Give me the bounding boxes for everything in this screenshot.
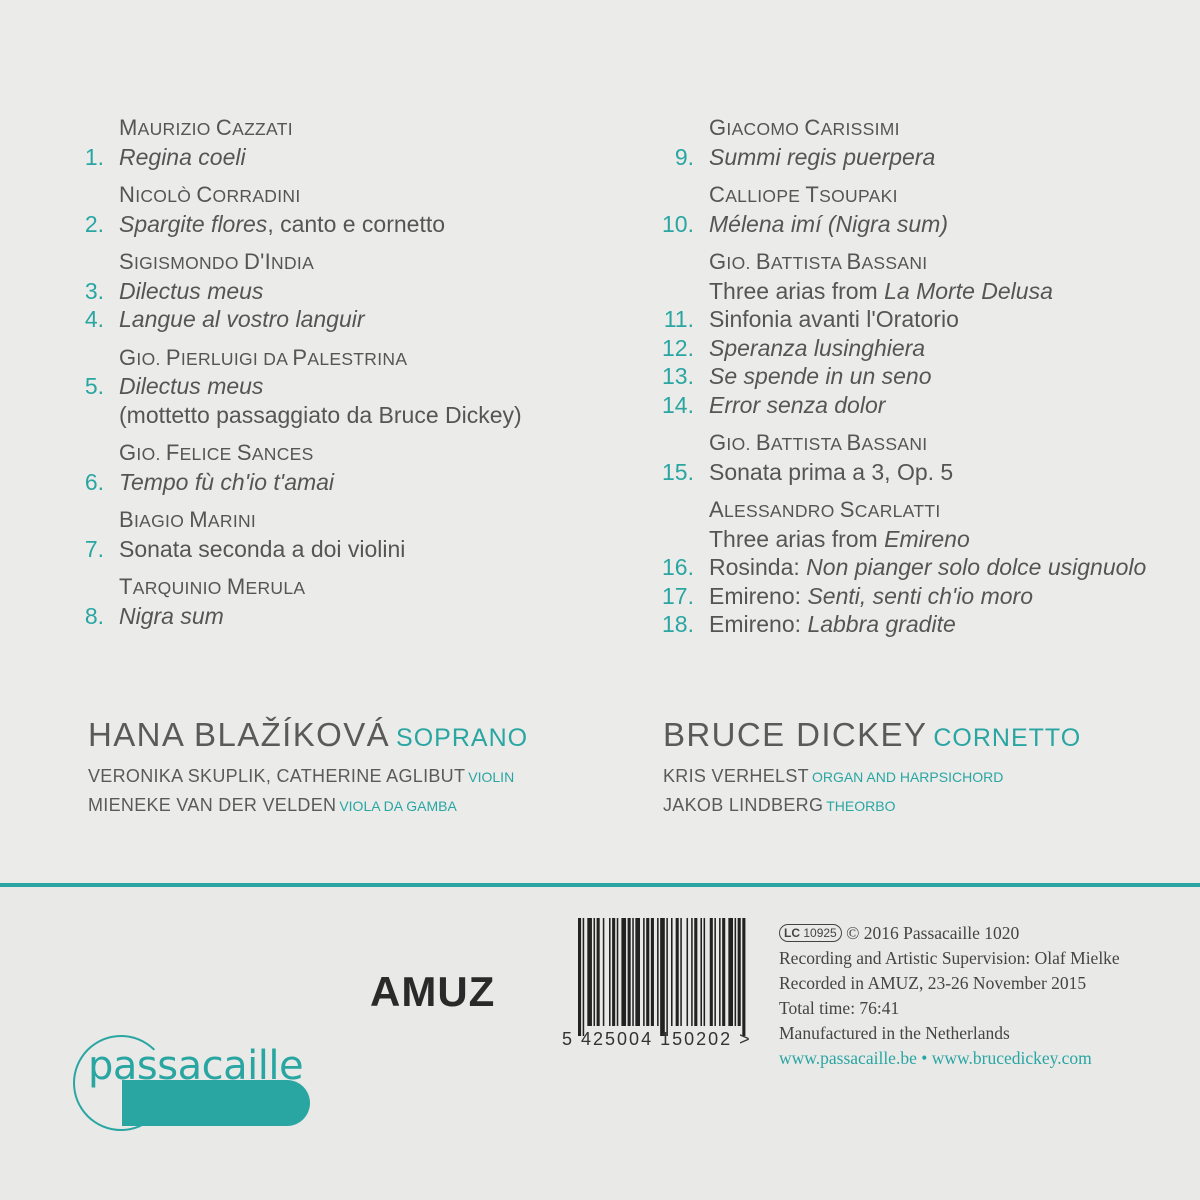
- composer-name-part: ORRADINI: [212, 186, 301, 206]
- barcode-bar: [583, 918, 585, 1036]
- track-number: 12.: [662, 334, 694, 361]
- track-row: [600, 582, 1200, 611]
- composer-name-part: ASSANI: [861, 434, 928, 454]
- barcode-bar: [694, 918, 697, 1026]
- track-row: [600, 305, 1200, 334]
- track-title: Three arias from: [709, 525, 885, 552]
- composer-name: [0, 181, 600, 210]
- barcode-bar: [628, 918, 631, 1026]
- composer-name-part: C: [709, 182, 726, 207]
- composer-name-part: P: [292, 344, 308, 370]
- barcode-bar: [700, 918, 702, 1026]
- composer-name-part: ERULA: [245, 578, 306, 598]
- composer-name-part: T: [805, 182, 820, 207]
- composer-name-part: S: [839, 497, 855, 522]
- performer-role: VIOLIN: [468, 769, 515, 785]
- track-row: [600, 458, 1200, 487]
- composer-name-part: IAGIO: [133, 511, 190, 531]
- barcode-bar: [609, 918, 611, 1026]
- composer-name: [600, 114, 1200, 143]
- composer-name-part: C: [196, 182, 213, 207]
- track-number: 5.: [84, 373, 104, 399]
- composer-name-part: IO.: [136, 444, 166, 464]
- composer-name-part: IACOMO: [726, 119, 805, 139]
- performer-name: JAKOB LINDBERG: [663, 795, 824, 815]
- composer-name-part: ARINI: [207, 511, 257, 531]
- barcode-bar: [719, 918, 721, 1026]
- composer-name-part: AURIZIO: [137, 119, 216, 139]
- composer-name-part: B: [846, 249, 862, 274]
- track-row: [600, 553, 1200, 582]
- barcode-bar: [671, 918, 673, 1026]
- composer-name-part: B: [755, 249, 771, 274]
- composer-name: [0, 248, 600, 277]
- performer-role: THEORBO: [826, 798, 896, 814]
- manufactured-line: Manufactured in the Netherlands: [779, 1023, 1010, 1043]
- barcode-bar: [687, 918, 689, 1026]
- track-title: Sinfonia avanti l'Oratorio: [709, 306, 959, 332]
- barcode-bar: [594, 918, 596, 1026]
- performer-row: [88, 791, 514, 820]
- total-time-line: Total time: 76:41: [779, 998, 900, 1018]
- composer-name-part: SOUPAKI: [819, 186, 898, 206]
- composer-name-part: IERLUIGI DA: [180, 348, 293, 369]
- track-number: 1.: [84, 143, 104, 170]
- track-title: La Morte Delusa: [884, 277, 1053, 304]
- barcode-bar: [657, 918, 659, 1026]
- composer-name-part: ALLIOPE: [725, 186, 806, 206]
- track-title: Non pianger solo dolce usignuolo: [806, 554, 1147, 580]
- composer-name-part: B: [119, 507, 134, 532]
- barcode-bar: [597, 918, 600, 1026]
- track-title: Tempo fù ch'io t'amai: [119, 468, 335, 495]
- track-title: Sonata prima a 3, Op. 5: [709, 458, 954, 485]
- track-row: [0, 401, 600, 430]
- performer-name: KRIS VERHELST: [663, 766, 809, 786]
- performer-name: HANA BLAŽÍKOVÁ: [88, 716, 391, 753]
- track-number: 16.: [662, 554, 694, 580]
- performer-row: [88, 762, 514, 791]
- barcode-bar: [722, 918, 725, 1026]
- track-title: Emireno:: [709, 611, 808, 637]
- composer-name-part: IO.: [726, 253, 756, 273]
- composer-name-part: G: [119, 440, 137, 465]
- track-number: 18.: [662, 611, 694, 637]
- track-number: 7.: [84, 535, 104, 562]
- track-number: 2.: [84, 210, 104, 237]
- track-number: 11.: [663, 306, 694, 332]
- composer-name: [0, 439, 600, 468]
- track-title: Three arias from: [709, 277, 885, 304]
- track-number: 17.: [662, 582, 694, 609]
- composer-name: [600, 429, 1200, 458]
- track-row: [600, 277, 1200, 306]
- barcode-bar: [728, 918, 733, 1026]
- website-links[interactable]: www.passacaille.be • www.brucedickey.com: [779, 1048, 1092, 1068]
- track-title: Regina coeli: [119, 143, 246, 170]
- composer-name-part: ICOLÒ: [135, 186, 197, 206]
- composer-name-part: G: [119, 344, 137, 370]
- composer-name-part: S: [236, 440, 252, 465]
- barcode-bar: [710, 918, 713, 1026]
- composer-name: [600, 248, 1200, 277]
- composer-name-part: ATTISTA: [770, 434, 847, 454]
- tracklist-left: [0, 104, 600, 630]
- barcode-bar: [578, 918, 581, 1036]
- performer-row: [663, 791, 1003, 820]
- track-number: 13.: [662, 363, 694, 389]
- copyright-text: © 2016 Passacaille 1020: [846, 923, 1020, 943]
- track-title: Spargite flores: [119, 210, 268, 237]
- barcode-bar: [742, 918, 745, 1036]
- track-title: Dilectus meus: [119, 277, 264, 304]
- barcode-bar: [651, 918, 654, 1026]
- performer-name: VERONIKA SKUPLIK, CATHERINE AGLIBUT: [88, 766, 466, 786]
- performer-list-left: [88, 762, 514, 820]
- track-row: [0, 305, 600, 334]
- composer-name-part: D'I: [243, 249, 272, 274]
- track-title: Dilectus meus: [119, 373, 264, 399]
- composer-name-part: IO.: [726, 434, 756, 454]
- track-row: [600, 391, 1200, 420]
- label-code-prefix: LC: [784, 926, 800, 940]
- recorded-line: Recorded in AMUZ, 23-26 November 2015: [779, 973, 1087, 993]
- track-number: 14.: [662, 391, 694, 418]
- barcode-bar: [621, 918, 626, 1026]
- composer-name-part: IGISMONDO: [133, 253, 244, 273]
- composer-name-part: A: [709, 497, 724, 522]
- composer-name-part: C: [804, 115, 821, 140]
- composer-name-part: ARQUINIO: [132, 578, 227, 598]
- performer-name: BRUCE DICKEY: [663, 716, 928, 753]
- track-title: Labbra gradite: [807, 611, 956, 637]
- copyright-line: [779, 921, 1120, 946]
- track-number: 15.: [662, 458, 694, 485]
- composer-name-part: ARISSIMI: [820, 119, 900, 139]
- performer-list-right: [663, 762, 1003, 820]
- track-title: Rosinda:: [709, 554, 807, 580]
- track-row: [0, 535, 600, 564]
- composer-name-part: P: [165, 344, 181, 370]
- composer-name-part: ASSANI: [861, 253, 928, 273]
- barcode-bar: [646, 918, 649, 1026]
- track-row: [0, 143, 600, 172]
- composer-name-part: NDIA: [271, 253, 315, 273]
- composer-name-part: M: [189, 507, 208, 532]
- performer-role: SOPRANO: [396, 724, 529, 752]
- barcode-digits: 5 425004 150202 >: [562, 1029, 752, 1049]
- release-info: [779, 921, 1120, 1071]
- track-title: Se spende in un seno: [709, 363, 932, 389]
- track-row: [600, 210, 1200, 239]
- composer-name-part: ALESTRINA: [307, 348, 408, 369]
- composer-name: [600, 496, 1200, 525]
- barcode-bar: [612, 918, 615, 1026]
- composer-name-part: M: [119, 115, 138, 140]
- performer-role: VIOLA DA GAMBA: [339, 798, 457, 814]
- track-number: 8.: [84, 602, 104, 629]
- track-row: [600, 334, 1200, 363]
- track-row: [600, 525, 1200, 554]
- track-row: [600, 143, 1200, 172]
- track-row: [600, 610, 1200, 639]
- barcode-bar: [643, 918, 645, 1026]
- logo-text: passacaille: [88, 1043, 304, 1089]
- barcode-bar: [704, 918, 706, 1026]
- amuz-logo: AMUZ: [370, 968, 496, 1015]
- composer-name-part: IO.: [136, 348, 166, 369]
- barcode-bar: [660, 918, 665, 1036]
- composer-name: [0, 114, 600, 143]
- composer-name-part: F: [165, 440, 180, 465]
- composer-name-part: LESSANDRO: [723, 501, 840, 521]
- track-row: [0, 602, 600, 631]
- composer-name-part: G: [709, 249, 727, 274]
- supervision-line: Recording and Artistic Supervision: Olaf Mielke: [779, 948, 1120, 968]
- composer-name-part: B: [755, 430, 771, 455]
- composer-name: [600, 181, 1200, 210]
- barcode-bar: [632, 918, 634, 1026]
- composer-name-part: B: [846, 430, 862, 455]
- composer-name-part: ELICE: [179, 444, 237, 464]
- lead-performer-right: [663, 716, 1081, 754]
- track-title: Nigra sum: [119, 602, 224, 629]
- barcode-bar: [691, 918, 693, 1026]
- barcode-bar: [603, 918, 605, 1026]
- barcode-bar: [738, 918, 741, 1026]
- performer-role: ORGAN AND HARPSICHORD: [811, 769, 1004, 785]
- composer-name-part: AZZATI: [232, 119, 293, 139]
- track-number: 3.: [84, 277, 104, 304]
- composer-name-part: CARLATTI: [854, 501, 941, 521]
- track-title: Mélena imí (Nigra sum): [709, 210, 948, 237]
- composer-name-part: S: [119, 249, 134, 274]
- track-number: 4.: [84, 306, 104, 332]
- barcode-bar: [666, 918, 668, 1036]
- composer-name-part: N: [119, 182, 136, 207]
- track-row: [600, 362, 1200, 391]
- track-title: Emireno: [884, 525, 970, 552]
- composer-name: [0, 506, 600, 535]
- track-row: [0, 468, 600, 497]
- track-row: [0, 277, 600, 306]
- track-row: [0, 372, 600, 401]
- performer-name: MIENEKE VAN DER VELDEN: [88, 795, 337, 815]
- composer-name-part: G: [709, 430, 727, 455]
- barcode-bar: [676, 918, 679, 1026]
- track-number: 10.: [662, 210, 694, 237]
- track-number: 9.: [674, 143, 694, 170]
- track-title: Emireno:: [709, 582, 808, 609]
- composer-name: [0, 573, 600, 602]
- barcode-bar: [635, 918, 640, 1026]
- composer-name-part: ANCES: [251, 444, 314, 464]
- track-title: Error senza dolor: [709, 391, 886, 418]
- label-code-badge: [779, 924, 842, 942]
- label-code-number: 10925: [803, 926, 837, 940]
- performer-row: [663, 762, 1003, 791]
- track-title: Summi regis puerpera: [709, 143, 936, 170]
- track-number: 6.: [84, 468, 104, 495]
- composer-name-part: G: [709, 115, 727, 140]
- track-title: Speranza lusinghiera: [709, 334, 926, 361]
- barcode-bar: [617, 918, 619, 1026]
- track-title: Senti, senti ch'io moro: [807, 582, 1033, 609]
- performer-role: CORNETTO: [933, 724, 1082, 752]
- composer-name-part: ATTISTA: [770, 253, 847, 273]
- track-title: Langue al vostro languir: [119, 306, 365, 332]
- barcode-bar: [587, 918, 592, 1026]
- tracklist-right: [600, 104, 1200, 639]
- barcode-bar: [735, 918, 737, 1026]
- composer-name: [0, 344, 600, 373]
- composer-name-part: T: [119, 574, 133, 599]
- track-title: (mottetto passaggiato da Bruce Dickey): [119, 401, 522, 428]
- track-title: , canto e cornetto: [267, 210, 446, 237]
- composer-name-part: C: [215, 115, 233, 140]
- barcode-bar: [680, 918, 682, 1026]
- barcode-bar: [714, 918, 716, 1026]
- lead-performer-left: [88, 716, 528, 754]
- track-row: [0, 210, 600, 239]
- composer-name-part: M: [226, 574, 246, 599]
- track-title: Sonata seconda a doi violini: [119, 535, 406, 562]
